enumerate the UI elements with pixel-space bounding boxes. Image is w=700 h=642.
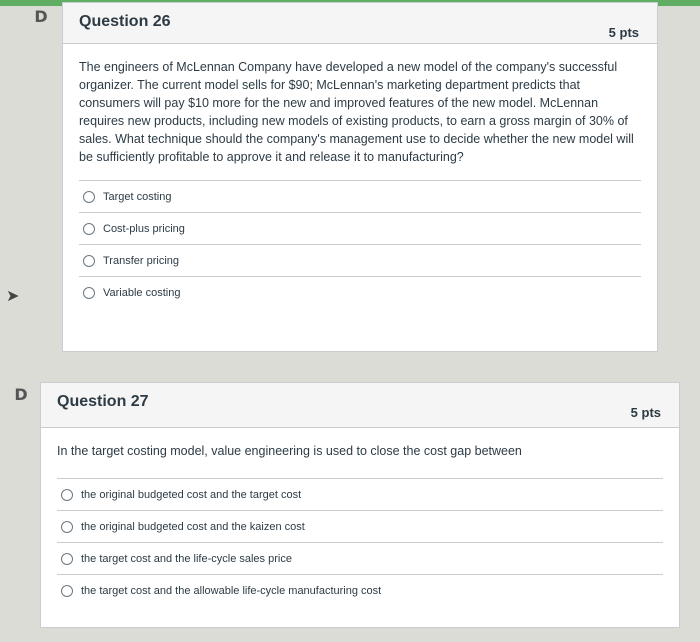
answer-label: Transfer pricing xyxy=(103,254,180,267)
question-27 xyxy=(40,382,680,628)
answer-option[interactable] xyxy=(57,511,663,543)
radio-button[interactable] xyxy=(83,255,95,267)
answer-label: Cost-plus pricing xyxy=(103,222,185,235)
answer-option[interactable] xyxy=(79,277,641,308)
radio-button[interactable] xyxy=(61,521,73,533)
question-points: 5 pts xyxy=(608,25,639,40)
mouse-pointer-icon: ➤ xyxy=(6,288,20,305)
radio-button[interactable] xyxy=(61,553,73,565)
answer-option[interactable] xyxy=(57,543,663,575)
answer-list xyxy=(57,478,663,606)
radio-button[interactable] xyxy=(83,223,95,235)
question-body xyxy=(41,428,679,606)
answer-label: the target cost and the allowable life-cycle manufacturing cost xyxy=(81,584,382,597)
question-26 xyxy=(62,2,658,352)
flag-question-icon[interactable]: D xyxy=(34,7,48,26)
radio-button[interactable] xyxy=(61,489,73,501)
answer-label: the target cost and the life-cycle sales price xyxy=(81,552,292,565)
question-title: Question 26 xyxy=(79,13,171,30)
question-text: In the target costing model, value engineering is used to close the cost gap between xyxy=(57,444,522,458)
radio-button[interactable] xyxy=(83,191,95,203)
flag-question-icon[interactable]: D xyxy=(14,385,28,404)
answer-option[interactable] xyxy=(79,181,641,213)
answer-label: the original budgeted cost and the kaizen cost xyxy=(81,520,305,533)
answer-list xyxy=(79,180,641,308)
answer-label: Target costing xyxy=(103,190,172,203)
answer-option[interactable] xyxy=(57,575,663,606)
question-points: 5 pts xyxy=(630,405,661,420)
question-text: The engineers of McLennan Company have developed a new model of the company's successful organizer. The current model sells for $90; McLennan's marketing department predicts that consumers will pay $10 more for the new and improved features of the new model. McLennan requires new products, including new models of existing products, to earn a gross margin of 30% of sales. What technique should the company's management use to decide whether the new model will be sufficiently profitable to approve it and release it to manufacturing? xyxy=(79,60,634,164)
answer-label: the original budgeted cost and the target cost xyxy=(81,488,302,501)
question-header xyxy=(63,3,657,44)
answer-label: Variable costing xyxy=(103,286,181,299)
question-header xyxy=(41,383,679,428)
question-body xyxy=(63,44,657,308)
answer-option[interactable] xyxy=(79,213,641,245)
answer-option[interactable] xyxy=(79,245,641,277)
radio-button[interactable] xyxy=(83,287,95,299)
answer-option[interactable] xyxy=(57,479,663,511)
question-title: Question 27 xyxy=(57,393,149,410)
radio-button[interactable] xyxy=(61,585,73,597)
